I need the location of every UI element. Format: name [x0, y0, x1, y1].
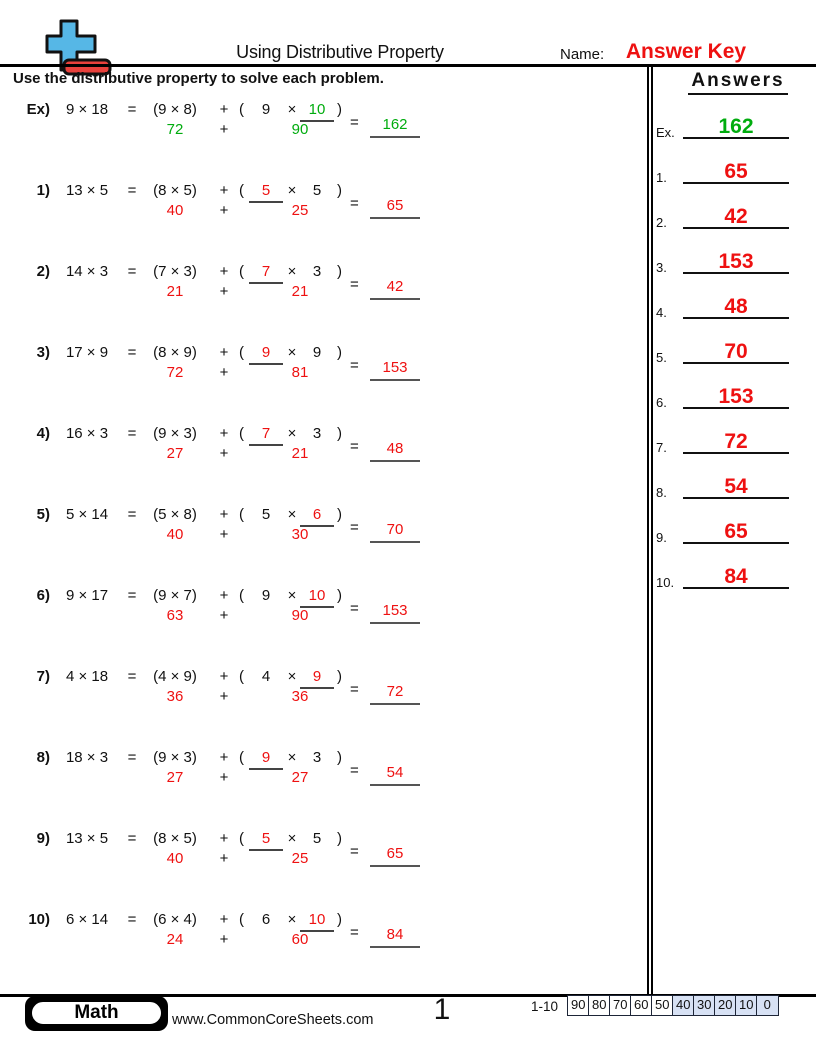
partial-product-2: 30 — [291, 526, 309, 543]
answer-item-ex — [652, 115, 794, 143]
first-group: (4 × 9) — [153, 668, 197, 685]
factor-b: 3 — [312, 425, 322, 442]
factor-b-blank: 6 — [300, 506, 334, 527]
problem-row-3 — [0, 344, 650, 406]
score-cell: 10 — [735, 995, 758, 1016]
factor-a: 4 — [261, 668, 271, 685]
problem-answer: 42 — [370, 278, 420, 300]
score-cell: 20 — [714, 995, 737, 1016]
times-sign: × — [287, 344, 297, 361]
problem-answer: 153 — [370, 602, 420, 624]
factor-a-blank: 9 — [249, 344, 283, 365]
page-title: Using Distributive Property — [236, 42, 444, 62]
plus-sign: + — [219, 587, 229, 604]
equals-sign: = — [127, 587, 137, 604]
equals-sign: = — [350, 195, 359, 212]
plus-sign: + — [219, 769, 229, 786]
header-rule — [0, 64, 816, 67]
equals-sign: = — [127, 344, 137, 361]
problem-row-10 — [0, 911, 650, 973]
answer-value: 72 — [683, 430, 789, 454]
website-url: www.CommonCoreSheets.com — [172, 1012, 374, 1028]
page-number: 1 — [433, 993, 451, 1026]
first-group: (8 × 5) — [153, 830, 197, 847]
problem-expression: 14 × 3 — [65, 263, 109, 280]
open-paren: ( — [239, 263, 244, 280]
score-cell: 30 — [693, 995, 716, 1016]
equals-sign: = — [350, 438, 359, 455]
plus-sign: + — [219, 506, 229, 523]
problem-expression: 13 × 5 — [65, 182, 109, 199]
partial-product-1: 72 — [166, 364, 184, 381]
factor-a-blank: 9 — [249, 749, 283, 770]
problem-row-6 — [0, 587, 650, 649]
factor-b: 3 — [312, 263, 322, 280]
open-paren: ( — [239, 506, 244, 523]
open-paren: ( — [239, 830, 244, 847]
plus-sign: + — [219, 364, 229, 381]
factor-b-blank: 10 — [300, 101, 334, 122]
problem-number: 1) — [36, 182, 50, 199]
first-group: (8 × 9) — [153, 344, 197, 361]
equals-sign: = — [127, 101, 137, 118]
subject-badge — [25, 996, 168, 1031]
times-sign: × — [287, 182, 297, 199]
open-paren: ( — [239, 344, 244, 361]
plus-sign: + — [219, 182, 229, 199]
plus-sign: + — [219, 344, 229, 361]
answer-label: 8. — [656, 485, 667, 500]
answer-label: 5. — [656, 350, 667, 365]
problem-answer: 65 — [370, 197, 420, 219]
partial-product-2: 60 — [291, 931, 309, 948]
factor-b: 5 — [312, 830, 322, 847]
problem-number: 10) — [28, 911, 50, 928]
instruction-text: Use the distributive property to solve each problem. — [13, 70, 384, 87]
problem-row-8 — [0, 749, 650, 811]
times-sign: × — [287, 587, 297, 604]
plus-sign: + — [219, 830, 229, 847]
factor-a: 9 — [261, 101, 271, 118]
close-paren: ) — [337, 668, 342, 685]
plus-minus-logo-icon — [44, 18, 114, 78]
problem-row-5 — [0, 506, 650, 568]
partial-product-1: 36 — [166, 688, 184, 705]
open-paren: ( — [239, 587, 244, 604]
answer-value: 84 — [683, 565, 789, 589]
problem-expression: 4 × 18 — [65, 668, 109, 685]
problem-row-1 — [0, 182, 650, 244]
problem-row-4 — [0, 425, 650, 487]
problem-expression: 13 × 5 — [65, 830, 109, 847]
equals-sign: = — [127, 425, 137, 442]
factor-b-blank: 10 — [300, 911, 334, 932]
open-paren: ( — [239, 911, 244, 928]
score-cell: 80 — [588, 995, 611, 1016]
partial-product-2: 25 — [291, 850, 309, 867]
plus-sign: + — [219, 101, 229, 118]
problem-answer: 70 — [370, 521, 420, 543]
answer-label: 3. — [656, 260, 667, 275]
answer-item-6 — [652, 385, 794, 413]
equals-sign: = — [350, 600, 359, 617]
problem-number: 5) — [36, 506, 50, 523]
plus-sign: + — [219, 850, 229, 867]
problem-expression: 5 × 14 — [65, 506, 109, 523]
answers-title: Answers — [688, 70, 788, 95]
subject-badge-label: Math — [30, 1000, 163, 1026]
partial-product-2: 81 — [291, 364, 309, 381]
answer-item-9 — [652, 520, 794, 548]
close-paren: ) — [337, 101, 342, 118]
problem-answer: 84 — [370, 926, 420, 948]
times-sign: × — [287, 506, 297, 523]
first-group: (5 × 8) — [153, 506, 197, 523]
problem-number: 7) — [36, 668, 50, 685]
equals-sign: = — [350, 681, 359, 698]
equals-sign: = — [127, 668, 137, 685]
equals-sign: = — [127, 830, 137, 847]
partial-product-1: 27 — [166, 769, 184, 786]
equals-sign: = — [127, 263, 137, 280]
open-paren: ( — [239, 425, 244, 442]
plus-sign: + — [219, 445, 229, 462]
partial-product-2: 90 — [291, 607, 309, 624]
equals-sign: = — [350, 114, 359, 131]
problem-row-7 — [0, 668, 650, 730]
close-paren: ) — [337, 344, 342, 361]
equals-sign: = — [127, 749, 137, 766]
close-paren: ) — [337, 749, 342, 766]
problem-number: 9) — [36, 830, 50, 847]
plus-sign: + — [219, 749, 229, 766]
score-cell: 60 — [630, 995, 653, 1016]
score-cell: 90 — [567, 995, 590, 1016]
plus-sign: + — [219, 283, 229, 300]
partial-product-2: 21 — [291, 445, 309, 462]
factor-a-blank: 5 — [249, 830, 283, 851]
partial-product-2: 25 — [291, 202, 309, 219]
answer-value: 153 — [683, 385, 789, 409]
open-paren: ( — [239, 749, 244, 766]
answer-value: 65 — [683, 160, 789, 184]
problem-number: 8) — [36, 749, 50, 766]
first-group: (9 × 3) — [153, 749, 197, 766]
plus-sign: + — [219, 931, 229, 948]
problem-answer: 54 — [370, 764, 420, 786]
partial-product-1: 27 — [166, 445, 184, 462]
answer-value: 48 — [683, 295, 789, 319]
partial-product-2: 21 — [291, 283, 309, 300]
partial-product-1: 21 — [166, 283, 184, 300]
times-sign: × — [287, 425, 297, 442]
answer-value: 162 — [683, 115, 789, 139]
close-paren: ) — [337, 425, 342, 442]
close-paren: ) — [337, 182, 342, 199]
plus-sign: + — [219, 263, 229, 280]
answer-item-5 — [652, 340, 794, 368]
partial-product-2: 36 — [291, 688, 309, 705]
factor-b: 9 — [312, 344, 322, 361]
problem-number: Ex) — [26, 101, 50, 118]
equals-sign: = — [127, 911, 137, 928]
answer-label: 6. — [656, 395, 667, 410]
answer-value: 153 — [683, 250, 789, 274]
factor-a-blank: 7 — [249, 263, 283, 284]
plus-sign: + — [219, 607, 229, 624]
partial-product-1: 40 — [166, 202, 184, 219]
problem-row-ex — [0, 101, 650, 163]
answer-label: Ex. — [656, 125, 675, 140]
answer-key-text: Answer Key — [625, 40, 747, 63]
plus-sign: + — [219, 526, 229, 543]
problem-answer: 72 — [370, 683, 420, 705]
problem-row-9 — [0, 830, 650, 892]
partial-product-1: 40 — [166, 526, 184, 543]
plus-sign: + — [219, 668, 229, 685]
times-sign: × — [287, 263, 297, 280]
factor-a-blank: 5 — [249, 182, 283, 203]
name-label: Name: — [560, 46, 605, 63]
equals-sign: = — [350, 924, 359, 941]
score-grid — [567, 995, 779, 1016]
equals-sign: = — [350, 762, 359, 779]
factor-b-blank: 9 — [300, 668, 334, 689]
first-group: (6 × 4) — [153, 911, 197, 928]
times-sign: × — [287, 911, 297, 928]
factor-b: 3 — [312, 749, 322, 766]
open-paren: ( — [239, 182, 244, 199]
score-range-label: 1-10 — [531, 999, 559, 1014]
equals-sign: = — [350, 843, 359, 860]
first-group: (8 × 5) — [153, 182, 197, 199]
close-paren: ) — [337, 506, 342, 523]
open-paren: ( — [239, 101, 244, 118]
answer-item-2 — [652, 205, 794, 233]
plus-sign: + — [219, 688, 229, 705]
answer-value: 70 — [683, 340, 789, 364]
problem-expression: 18 × 3 — [65, 749, 109, 766]
close-paren: ) — [337, 911, 342, 928]
partial-product-2: 90 — [291, 121, 309, 138]
first-group: (9 × 7) — [153, 587, 197, 604]
problem-number: 4) — [36, 425, 50, 442]
answer-label: 7. — [656, 440, 667, 455]
problem-row-2 — [0, 263, 650, 325]
plus-sign: + — [219, 121, 229, 138]
answer-value: 42 — [683, 205, 789, 229]
close-paren: ) — [337, 587, 342, 604]
answer-label: 2. — [656, 215, 667, 230]
open-paren: ( — [239, 668, 244, 685]
answer-label: 10. — [656, 575, 675, 590]
equals-sign: = — [350, 276, 359, 293]
first-group: (9 × 3) — [153, 425, 197, 442]
equals-sign: = — [127, 506, 137, 523]
factor-a: 9 — [261, 587, 271, 604]
answer-item-1 — [652, 160, 794, 188]
problem-expression: 6 × 14 — [65, 911, 109, 928]
first-group: (9 × 8) — [153, 101, 197, 118]
score-cell: 40 — [672, 995, 695, 1016]
problem-answer: 162 — [370, 116, 420, 138]
answer-label: 4. — [656, 305, 667, 320]
factor-b-blank: 10 — [300, 587, 334, 608]
problem-expression: 9 × 17 — [65, 587, 109, 604]
score-cell: 50 — [651, 995, 674, 1016]
partial-product-1: 63 — [166, 607, 184, 624]
answer-item-10 — [652, 565, 794, 593]
answer-item-7 — [652, 430, 794, 458]
problem-expression: 16 × 3 — [65, 425, 109, 442]
problem-answer: 48 — [370, 440, 420, 462]
problem-number: 6) — [36, 587, 50, 604]
answer-item-3 — [652, 250, 794, 278]
answer-label: 9. — [656, 530, 667, 545]
partial-product-2: 27 — [291, 769, 309, 786]
times-sign: × — [287, 668, 297, 685]
plus-sign: + — [219, 425, 229, 442]
problem-expression: 9 × 18 — [65, 101, 109, 118]
problem-expression: 17 × 9 — [65, 344, 109, 361]
factor-a: 6 — [261, 911, 271, 928]
answer-item-4 — [652, 295, 794, 323]
answer-value: 54 — [683, 475, 789, 499]
close-paren: ) — [337, 263, 342, 280]
problem-answer: 65 — [370, 845, 420, 867]
factor-a: 5 — [261, 506, 271, 523]
factor-b: 5 — [312, 182, 322, 199]
first-group: (7 × 3) — [153, 263, 197, 280]
times-sign: × — [287, 830, 297, 847]
times-sign: × — [287, 749, 297, 766]
close-paren: ) — [337, 830, 342, 847]
partial-product-1: 72 — [166, 121, 184, 138]
problem-number: 2) — [36, 263, 50, 280]
problem-number: 3) — [36, 344, 50, 361]
answer-item-8 — [652, 475, 794, 503]
score-cell: 70 — [609, 995, 632, 1016]
score-cell: 0 — [756, 995, 779, 1016]
plus-sign: + — [219, 911, 229, 928]
partial-product-1: 24 — [166, 931, 184, 948]
answer-label: 1. — [656, 170, 667, 185]
factor-a-blank: 7 — [249, 425, 283, 446]
equals-sign: = — [350, 519, 359, 536]
equals-sign: = — [127, 182, 137, 199]
times-sign: × — [287, 101, 297, 118]
problem-answer: 153 — [370, 359, 420, 381]
equals-sign: = — [350, 357, 359, 374]
plus-sign: + — [219, 202, 229, 219]
answer-value: 65 — [683, 520, 789, 544]
partial-product-1: 40 — [166, 850, 184, 867]
